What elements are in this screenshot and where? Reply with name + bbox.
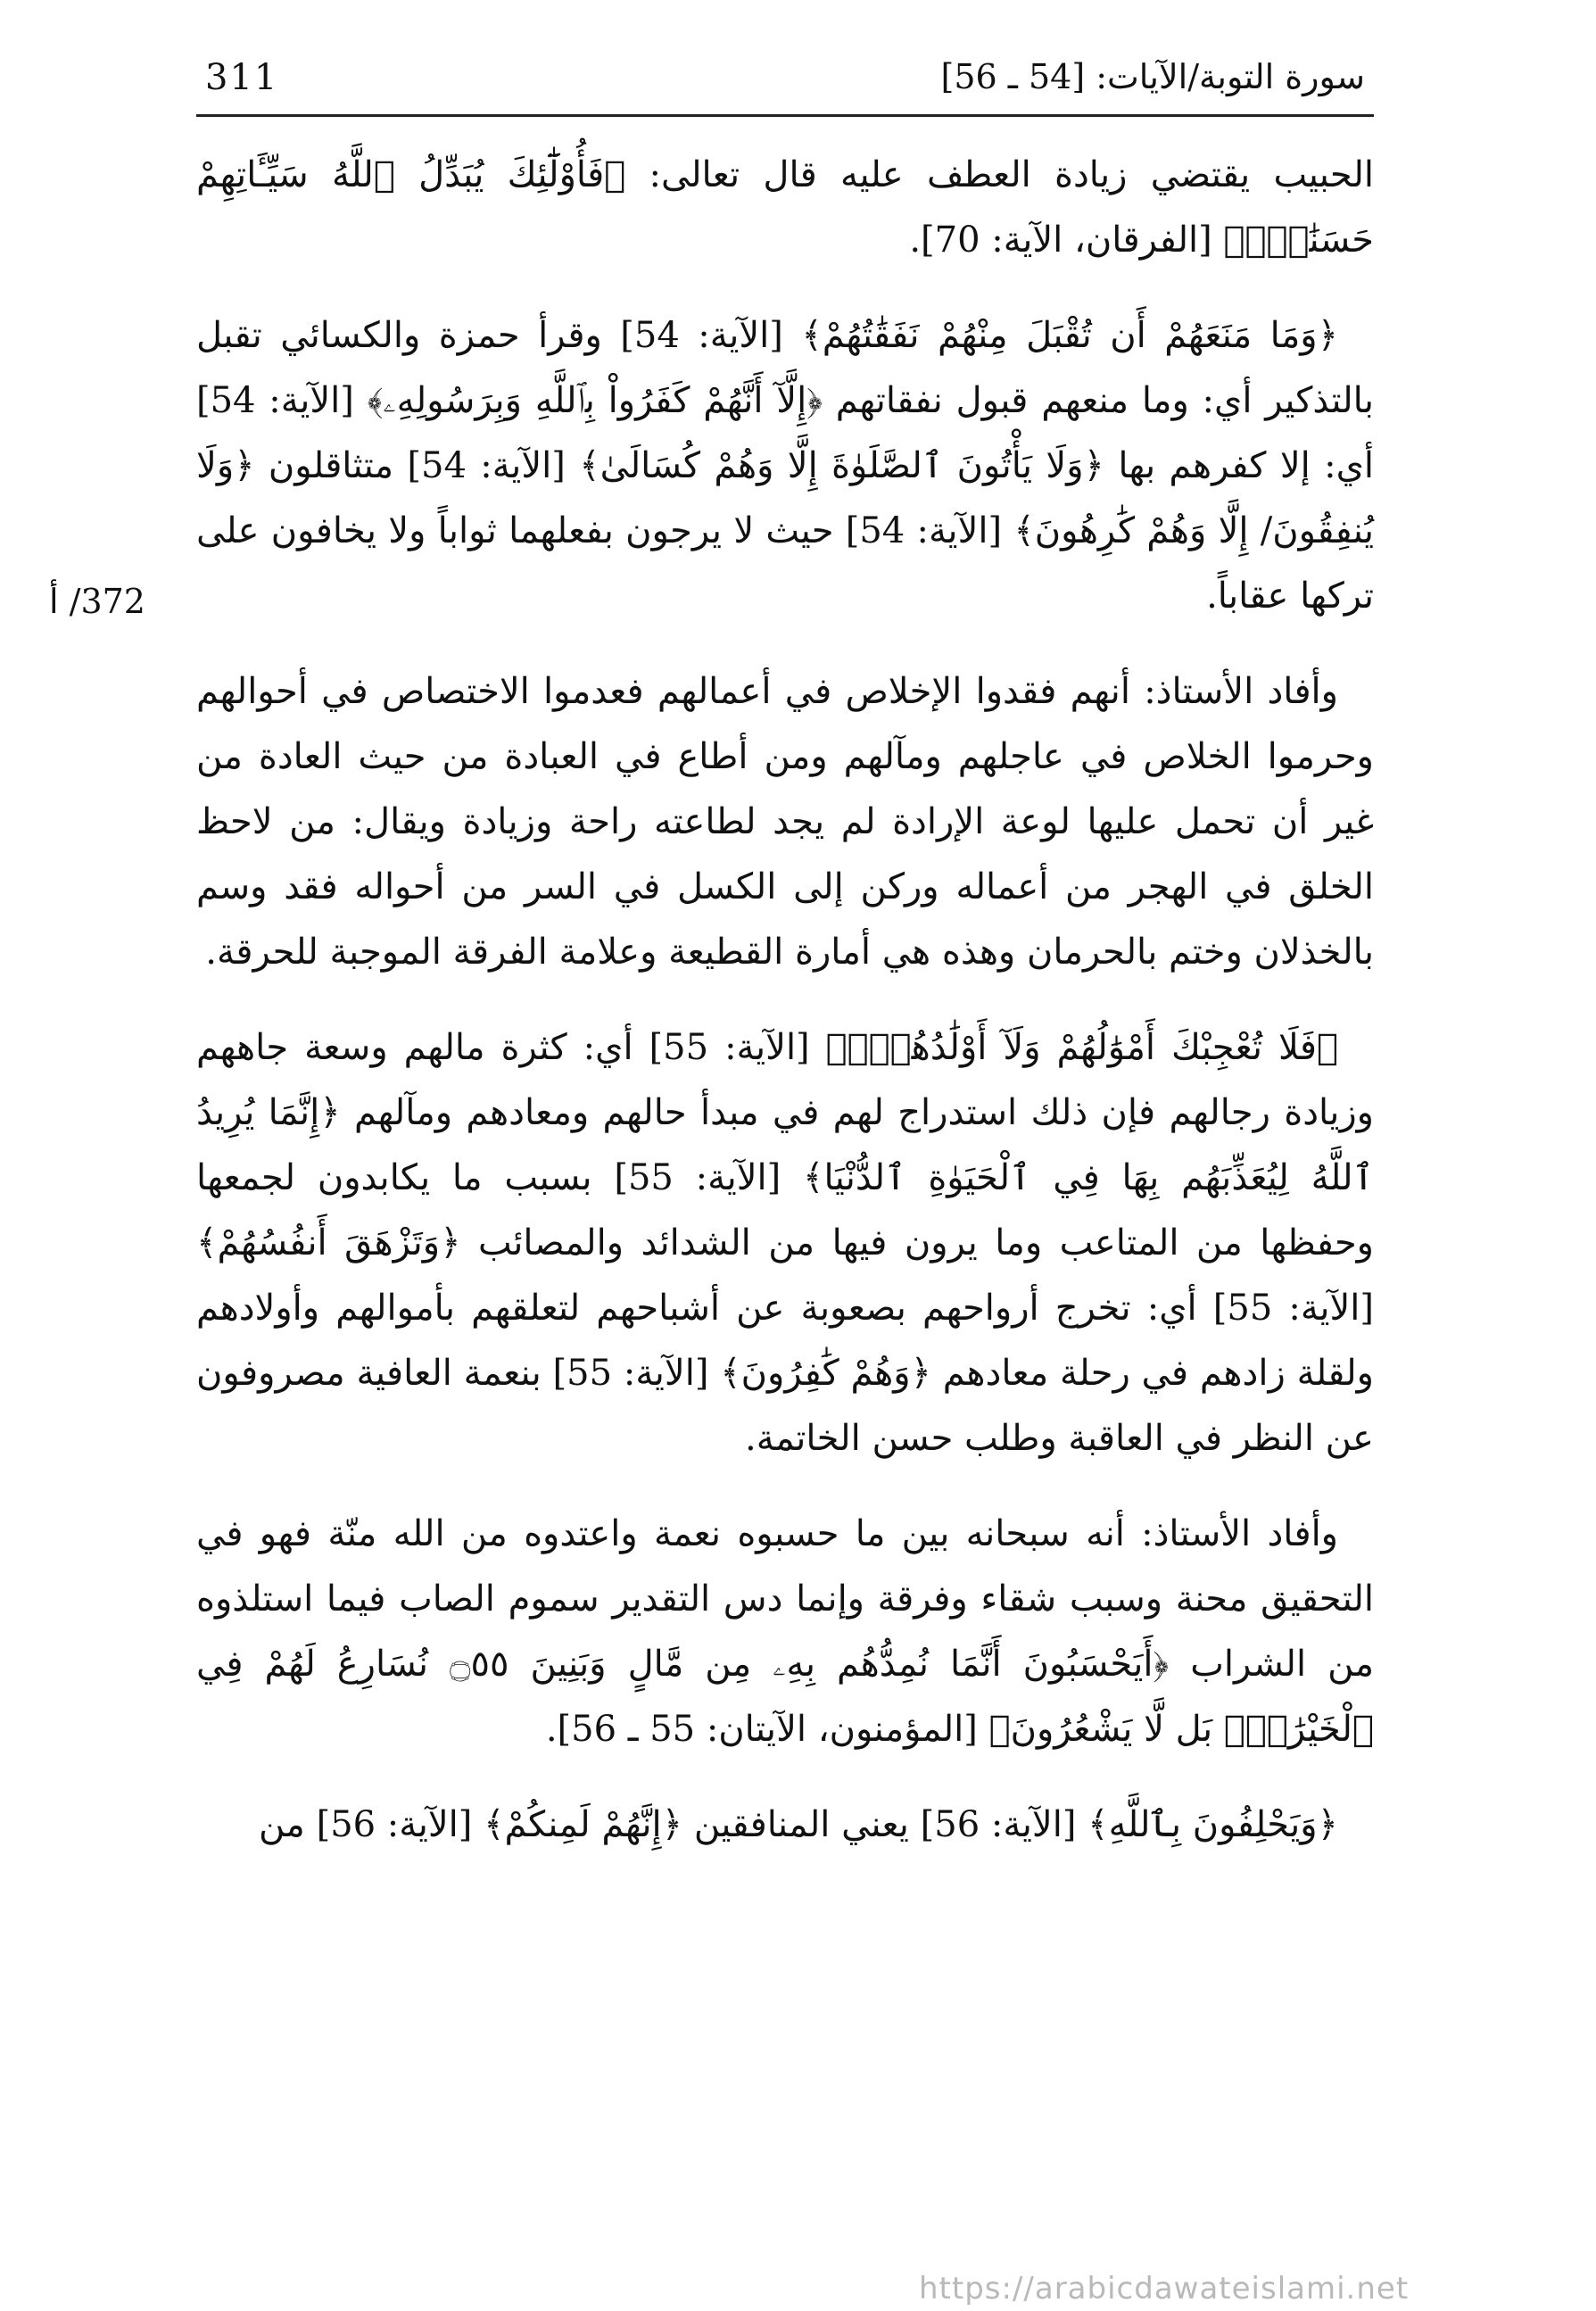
body-text: [196, 143, 1374, 1888]
page-number: 311: [205, 57, 279, 98]
margin-folio-note: 372/ أ: [49, 582, 145, 621]
paragraph-1: الحبيب يقتضي زيادة العطف عليه قال تعالى: ﴿فَأُوْلَٰٓئِكَ يُبَدِّلُ ٱللَّهُ سَيِّـَٔاتِهِمْ حَسَنَٰتٍۗ﴾ [الفرقان، الآية: 70].: [196, 154, 1374, 261]
paragraph-2: ﴿وَمَا مَنَعَهُمْ أَن تُقْبَلَ مِنْهُمْ نَفَقَٰتُهُمْ﴾ [الآية: 54] وقرأ حمزة والكسائي تقبل بالتذكير أي: وما منعهم قبول نفقاتهم ﴿إِلَّآ أَنَّهُمْ كَفَرُواْ بِٱللَّهِ وَبِرَسُولِهِۦ﴾ [الآية: 54] أي: إلا كفرهم بها ﴿وَلَا يَأْتُونَ ٱلصَّلَوٰةَ إِلَّا وَهُمْ كُسَالَىٰ﴾ [الآية: 54] متثاقلون ﴿وَلَا يُنفِقُونَ/ إِلَّا وَهُمْ كَٰرِهُونَ﴾ [الآية: 54] حيث لا يرجون بفعلهما ثواباً ولا يخافون على تركها عقاباً.: [196, 315, 1374, 617]
page-header: [196, 52, 1374, 117]
running-title: سورة التوبة/الآيات: [54 ـ 56]: [940, 57, 1365, 96]
paragraph-3: وأفاد الأستاذ: أنهم فقدوا الإخلاص في أعمالهم فعدموا الاختصاص في أحوالهم وحرموا الخلاص في عاجلهم ومآلهم ومن أطاع في العبادة من حيث العادة من غير أن تحمل عليها لوعة الإرادة لم يجد لطاعته راحة وزيادة ويقال: من لاحظ الخلق في الهجر من أعماله وركن إلى الكسل في السر من أحواله فقد وسم بالخذلان وختم بالحرمان وهذه هي أمارة القطيعة وعلامة الفرقة الموجبة للحرقة.: [196, 671, 1375, 973]
paragraph-4: ﴿فَلَا تُعْجِبْكَ أَمْوَٰلُهُمْ وَلَآ أَوْلَٰدُهُمْۚ﴾ [الآية: 55] أي: كثرة مالهم وسعة جاههم وزيادة رجالهم فإن ذلك استدراج لهم في مبدأ حالهم ومعادهم ومآلهم ﴿إِنَّمَا يُرِيدُ ٱللَّهُ لِيُعَذِّبَهُم بِهَا فِي ٱلْحَيَوٰةِ ٱلدُّنْيَا﴾ [الآية: 55] بسبب ما يكابدون لجمعها وحفظها من المتاعب وما يرون فيها من الشدائد والمصائب ﴿وَتَزْهَقَ أَنفُسُهُمْ﴾ [الآية: 55] أي: تخرج أرواحهم بصعوبة عن أشباحهم لتعلقهم بأموالهم وأولادهم ولقلة زادهم في رحلة معادهم ﴿وَهُمْ كَٰفِرُونَ﴾ [الآية: 55] بنعمة العافية مصروفون عن النظر في العاقبة وطلب حسن الخاتمة.: [196, 1027, 1374, 1459]
watermark-url: https://arabicdawateislami.net: [919, 2271, 1410, 2307]
paragraph-6: ﴿وَيَحْلِفُونَ بِٱللَّهِ﴾ [الآية: 56] يعني المنافقين ﴿إِنَّهُمْ لَمِنكُمْ﴾ [الآية: 56] من: [258, 1804, 1338, 1845]
paragraph-5: وأفاد الأستاذ: أنه سبحانه بين ما حسبوه نعمة واعتدوه من الله منّة فهو في التحقيق محنة وسبب شقاء وفرقة وإنما دس التقدير سموم الصاب فيما استلذوه من الشراب ﴿أَيَحْسَبُونَ أَنَّمَا نُمِدُّهُم بِهِۦ مِن مَّالٍ وَبَنِينَ ۝٥٥ نُسَارِعُ لَهُمْ فِي ٱلْخَيْرَٰتِۚ بَل لَّا يَشْعُرُونَ﴾ [المؤمنون، الآيتان: 55 ـ 56].: [196, 1513, 1374, 1750]
